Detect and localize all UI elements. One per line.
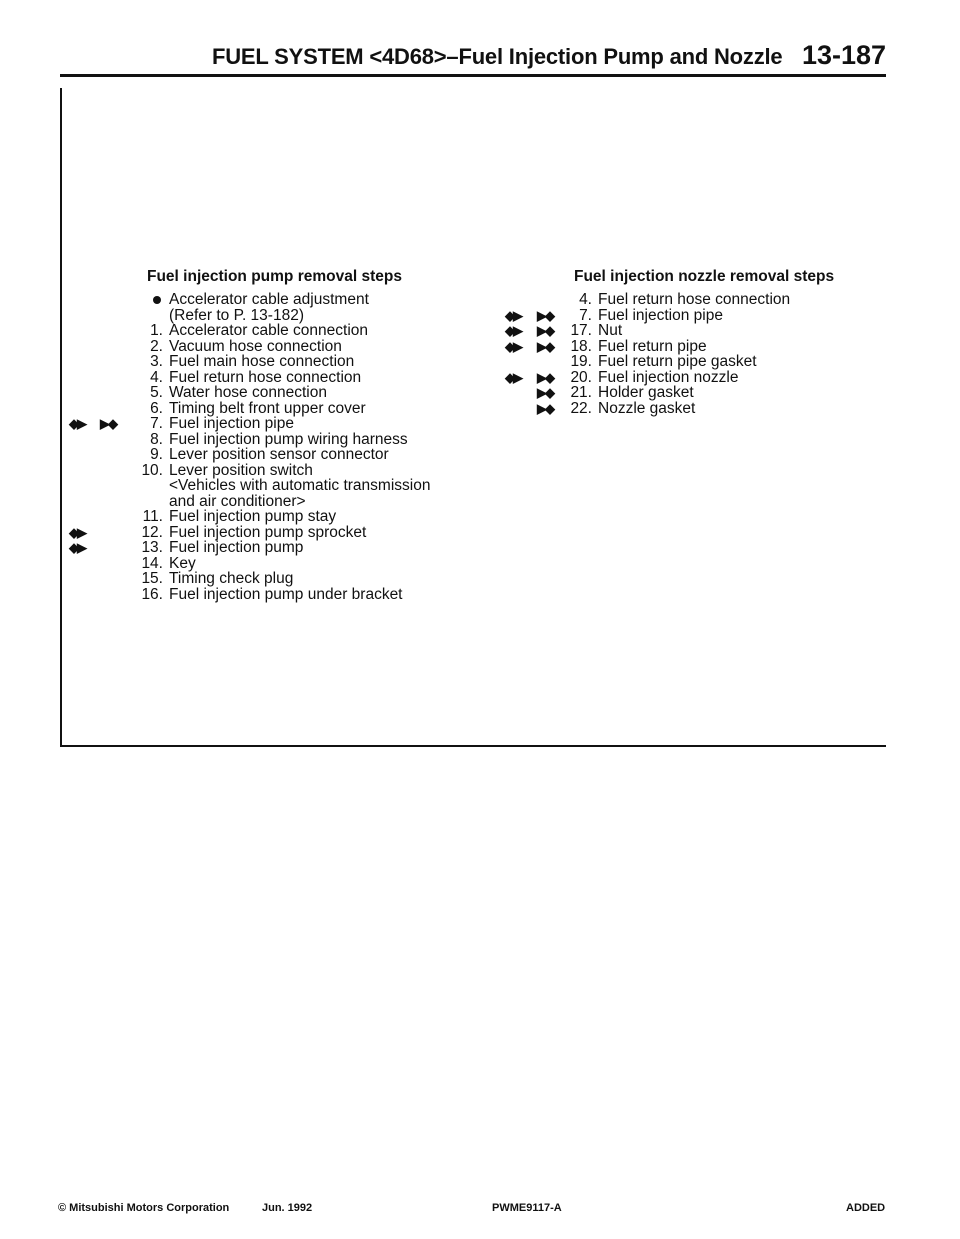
step-text: Fuel injection pump wiring harness xyxy=(169,430,408,448)
step-number: 21. xyxy=(570,384,592,401)
removal-direction-icon: ▶◆ xyxy=(537,400,553,416)
step-text: (Refer to P. 13-182) xyxy=(169,306,304,324)
footer-status: ADDED xyxy=(846,1202,886,1214)
footer-copyright: © Mitsubishi Motors Corporation xyxy=(58,1202,230,1214)
step-item xyxy=(142,508,430,525)
step-number: 2. xyxy=(150,337,163,355)
install-direction-icon: ◆▶ xyxy=(505,323,521,338)
step-text: Fuel injection nozzle xyxy=(598,368,739,386)
step-item xyxy=(69,415,430,432)
nozzle-section-title: Fuel injection nozzle removal steps xyxy=(574,268,835,285)
step-item xyxy=(150,322,430,339)
step-number: 11. xyxy=(142,508,163,525)
step-text: Lever position sensor connector xyxy=(169,446,389,463)
step-text: Timing check plug xyxy=(169,570,294,587)
step-text: Fuel return pipe gasket xyxy=(598,353,757,370)
step-text: Accelerator cable adjustment xyxy=(169,291,369,308)
step-text: Water hose connection xyxy=(169,384,327,401)
step-item xyxy=(505,368,790,386)
removal-direction-icon: ▶◆ xyxy=(537,385,553,400)
install-direction-icon: ◆▶ xyxy=(505,369,521,385)
step-text: Nozzle gasket xyxy=(598,399,696,417)
step-number: 18. xyxy=(570,337,592,355)
step-item xyxy=(169,308,430,324)
step-number: 4. xyxy=(579,291,592,308)
nozzle-steps-list xyxy=(505,291,791,417)
step-item xyxy=(141,461,430,479)
step-text: Fuel injection pump xyxy=(169,539,304,556)
step-text: Fuel return hose connection xyxy=(598,291,791,308)
step-number: 16. xyxy=(141,585,163,603)
step-text: Fuel return hose connection xyxy=(169,368,362,386)
step-item xyxy=(537,399,790,417)
step-text: Fuel injection pipe xyxy=(598,306,723,324)
step-item xyxy=(141,585,430,603)
step-item xyxy=(69,523,430,541)
step-item xyxy=(579,291,791,308)
pump-section-title: Fuel injection pump removal steps xyxy=(147,268,402,285)
step-item xyxy=(150,368,430,386)
install-direction-icon: ◆▶ xyxy=(505,307,521,323)
step-text: and air conditioner> xyxy=(169,492,306,510)
step-item xyxy=(505,306,790,324)
pump-steps-list xyxy=(69,291,431,603)
removal-direction-icon: ▶◆ xyxy=(537,307,553,323)
step-number: 19. xyxy=(570,353,592,370)
step-item xyxy=(69,539,430,556)
step-number: 7. xyxy=(579,306,592,324)
step-item xyxy=(150,384,430,401)
step-item xyxy=(169,494,430,510)
footer-date: Jun. 1992 xyxy=(262,1202,313,1214)
removal-direction-icon: ▶◆ xyxy=(100,416,116,431)
header-title: FUEL SYSTEM <4D68>–Fuel Injection Pump and Nozzle xyxy=(212,44,783,69)
footer-code: PWME9117-A xyxy=(492,1202,562,1214)
step-text: Fuel injection pipe xyxy=(169,415,294,432)
step-text: Timing belt front upper cover xyxy=(169,399,366,417)
step-text: Nut xyxy=(598,322,623,339)
step-number: 17. xyxy=(570,322,592,339)
step-number: 7. xyxy=(150,415,163,432)
step-item xyxy=(150,446,430,463)
step-number: 13. xyxy=(141,539,163,556)
step-number: 5. xyxy=(150,384,163,401)
step-item xyxy=(505,322,790,339)
content-box-left-border xyxy=(60,88,62,746)
bullet-icon xyxy=(153,296,161,304)
step-item xyxy=(169,292,430,308)
step-item xyxy=(150,430,430,448)
content-box-bottom-border xyxy=(60,745,886,747)
step-text: Key xyxy=(169,554,196,572)
step-item xyxy=(141,570,430,587)
page-number: 13-187 xyxy=(802,40,887,70)
install-direction-icon: ◆▶ xyxy=(69,416,85,431)
step-number: 9. xyxy=(150,446,163,463)
step-item xyxy=(150,399,430,417)
step-item xyxy=(141,554,430,572)
step-text: <Vehicles with automatic transmission xyxy=(169,477,431,494)
step-text: Fuel injection pump under bracket xyxy=(169,585,403,603)
step-number: 6. xyxy=(150,399,163,417)
step-text: Holder gasket xyxy=(598,384,694,401)
step-number: 12. xyxy=(141,523,163,541)
step-text: Vacuum hose connection xyxy=(169,337,342,355)
step-number: 14. xyxy=(141,554,163,572)
step-number: 10. xyxy=(141,461,163,479)
step-text: Accelerator cable connection xyxy=(169,322,369,339)
removal-direction-icon: ▶◆ xyxy=(537,369,553,385)
step-number: 3. xyxy=(150,353,163,370)
install-direction-icon: ◆▶ xyxy=(505,338,521,354)
step-item xyxy=(150,353,430,370)
step-text: Fuel injection pump stay xyxy=(169,508,337,525)
step-text: Fuel main hose connection xyxy=(169,353,355,370)
step-item xyxy=(150,337,430,355)
step-item xyxy=(505,337,790,355)
step-item xyxy=(570,353,790,370)
install-direction-icon: ◆▶ xyxy=(69,540,85,555)
install-direction-icon: ◆▶ xyxy=(69,524,85,540)
header-rule xyxy=(60,74,886,77)
step-number: 22. xyxy=(570,399,592,417)
removal-direction-icon: ▶◆ xyxy=(537,338,553,354)
step-text: Fuel injection pump sprocket xyxy=(169,523,367,541)
step-number: 20. xyxy=(570,368,592,386)
step-number: 1. xyxy=(150,322,163,339)
removal-direction-icon: ▶◆ xyxy=(537,323,553,338)
step-text: Fuel return pipe xyxy=(598,337,707,355)
step-item xyxy=(169,478,430,494)
step-number: 4. xyxy=(150,368,163,386)
step-item xyxy=(537,384,790,401)
step-number: 15. xyxy=(141,570,163,587)
step-text: Lever position switch xyxy=(169,461,313,479)
step-number: 8. xyxy=(150,430,163,448)
